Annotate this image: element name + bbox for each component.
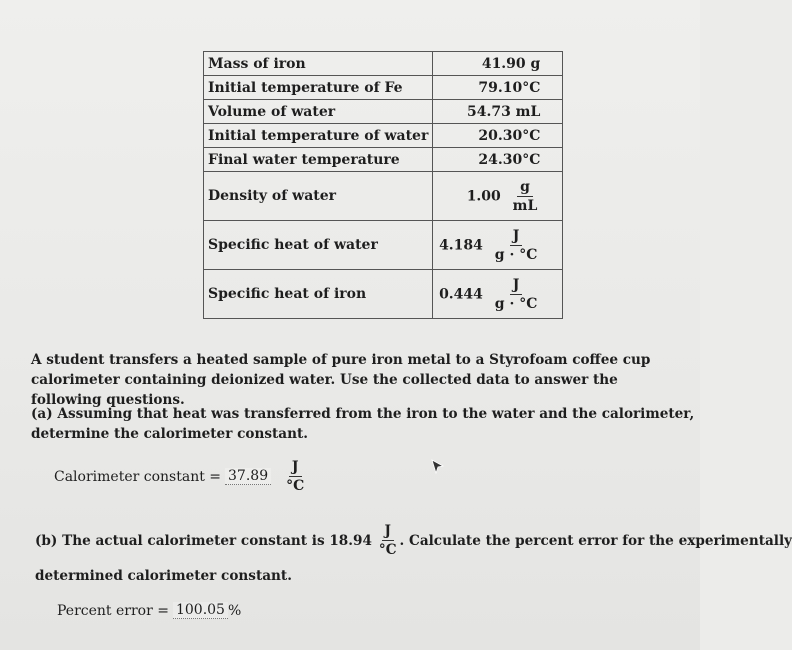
value-number: 1.00: [466, 188, 501, 204]
row-label: Volume of water: [204, 100, 433, 124]
unit-numerator: J: [510, 227, 523, 246]
unit-denominator: g · °C: [494, 295, 538, 312]
part-b-question: [35, 522, 792, 559]
part-b-text-start: (b) The actual calorimeter constant is 18.94: [35, 532, 372, 549]
unit-fraction: [283, 458, 307, 495]
unit-fraction: [492, 276, 541, 313]
row-value: 41.90 g: [433, 52, 563, 76]
part-b-answer: [57, 602, 241, 619]
mouse-cursor-icon: [431, 459, 445, 475]
value-number: 0.444: [439, 286, 483, 302]
percent-unit: %: [227, 602, 242, 619]
part-a-answer: [54, 458, 307, 495]
unit-fraction: [376, 522, 400, 559]
table-row-specific-heat-water: [204, 221, 563, 270]
row-value: 24.30°C: [433, 148, 563, 172]
table-row: [204, 100, 563, 124]
part-a-question: (a) Assuming that heat was transferred from the iron to the water and the calorimeter, determine the calorimeter constant.: [31, 406, 695, 442]
row-value: [433, 221, 563, 270]
table-row-specific-heat-iron: [204, 270, 563, 319]
percent-error-input[interactable]: 100.05: [173, 602, 228, 619]
row-label: Density of water: [204, 172, 433, 221]
row-label: Final water temperature: [204, 148, 433, 172]
unit-numerator: g: [517, 178, 533, 197]
unit-denominator: g · °C: [494, 246, 538, 263]
row-label: Mass of iron: [204, 52, 433, 76]
part-b-text-end: . Calculate the percent error for the experimentally: [399, 532, 792, 549]
row-value: 79.10°C: [433, 76, 563, 100]
row-value: 20.30°C: [433, 124, 563, 148]
unit-numerator: J: [510, 276, 523, 295]
table-row: [204, 124, 563, 148]
unit-numerator: J: [382, 522, 394, 541]
unit-fraction: [492, 227, 541, 264]
table-row: [204, 52, 563, 76]
answer-label: Calorimeter constant =: [54, 468, 222, 485]
part-b-question-line2: determined calorimeter constant.: [35, 568, 292, 584]
row-label: Specific heat of water: [204, 221, 433, 270]
row-label: Initial temperature of water: [204, 124, 433, 148]
unit-numerator: J: [289, 458, 302, 477]
data-table: [203, 51, 563, 319]
row-label: Specific heat of iron: [204, 270, 433, 319]
row-value: [433, 172, 563, 221]
unit-denominator: °C: [286, 478, 305, 494]
row-label: Initial temperature of Fe: [204, 76, 433, 100]
table-row: [204, 76, 563, 100]
unit-denominator: °C: [378, 542, 397, 558]
table-row: [204, 148, 563, 172]
value-number: 4.184: [439, 237, 483, 253]
unit-fraction: [510, 178, 541, 215]
problem-intro: A student transfers a heated sample of pure iron metal to a Styrofoam coffee cup calorimeter containing deionized water. Use the collected data to answer the following questions.: [31, 352, 651, 408]
calorimeter-constant-input[interactable]: 37.89: [225, 468, 271, 485]
row-value: [433, 270, 563, 319]
unit-denominator: mL: [512, 197, 538, 214]
row-value: 54.73 mL: [433, 100, 563, 124]
answer-label: Percent error =: [57, 602, 169, 619]
table-row-density: [204, 172, 563, 221]
